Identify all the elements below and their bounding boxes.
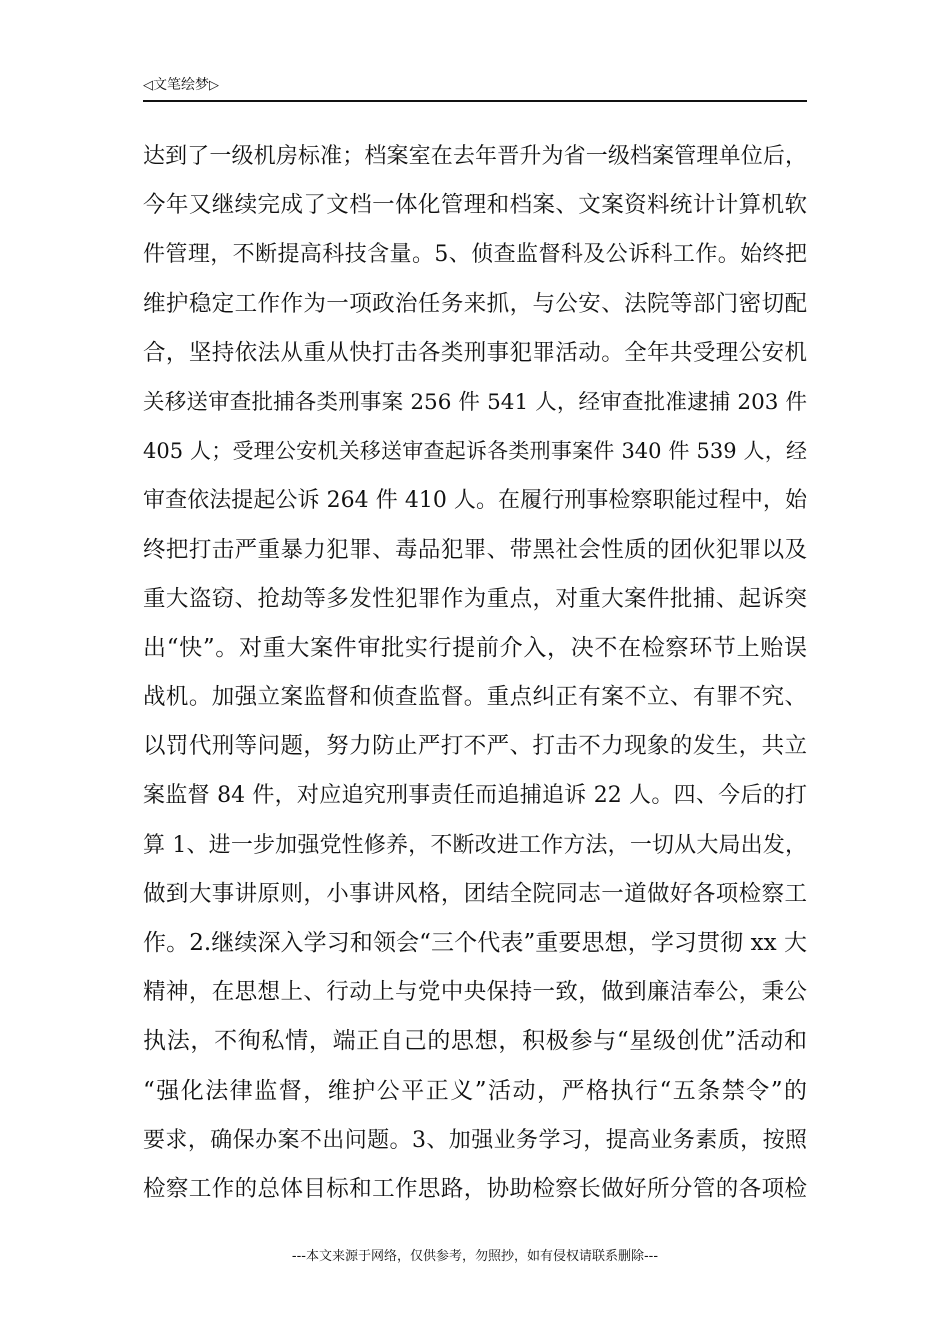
body-line: 今年又继续完成了文档一体化管理和档案、文案资料统计计算机软 — [143, 192, 807, 219]
body-line: 以罚代刑等问题，努力防止严打不严、打击不力现象的发生，共立 — [143, 733, 807, 760]
right-triangle-icon: ▷ — [209, 78, 219, 93]
body-line: 执法，不徇私情，端正自己的思想，积极参与“星级创优”活动和 — [143, 1028, 807, 1055]
body-line: 件管理，不断提高科技含量。5、侦查监督科及公诉科工作。始终把 — [143, 242, 807, 268]
body-line: 作。2.继续深入学习和领会“三个代表”重要思想，学习贯彻 xx 大 — [143, 930, 807, 956]
body-line: 审查依法提起公诉 264 件 410 人。在履行刑事检察职能过程中，始 — [143, 488, 807, 514]
body-line: 做到大事讲原则，小事讲风格，团结全院同志一道做好各项检察工 — [143, 880, 807, 907]
body-line: 精神，在思想上、行动上与党中央保持一致，做到廉洁奉公，秉公 — [143, 979, 807, 1006]
document-body — [143, 132, 807, 1214]
body-line: 算 1、进一步加强党性修养，不断改进工作方法，一切从大局出发， — [143, 832, 807, 858]
footer-disclaimer: ---本文来源于网络，仅供参考，勿照抄，如有侵权请联系删除--- — [291, 1249, 659, 1264]
body-line: 要求，确保办案不出问题。3、加强业务学习，提高业务素质，按照 — [143, 1127, 807, 1153]
body-line: 达到了一级机房标准；档案室在去年晋升为省一级档案管理单位后， — [143, 144, 807, 169]
body-line: 维护稳定工作作为一项政治任务来抓，与公安、法院等部门密切配 — [143, 290, 807, 317]
body-line: 405 人；受理公安机关移送审查起诉各类刑事案件 340 件 539 人，经 — [143, 439, 807, 464]
body-line: 案监督 84 件，对应追究刑事责任而追捕追诉 22 人。四、今后的打 — [143, 783, 807, 809]
body-line: 出“快”。对重大案件审批实行提前介入，决不在检察环节上贻误 — [143, 634, 807, 661]
page-header — [143, 74, 807, 102]
left-triangle-icon: ◁ — [143, 78, 153, 93]
body-line: 关移送审查批捕各类刑事案 256 件 541 人，经审查批准逮捕 203 件 — [143, 389, 807, 415]
body-line: 重大盗窃、抢劫等多发性犯罪作为重点，对重大案件批捕、起诉突 — [143, 585, 807, 612]
body-line: 战机。加强立案监督和侦查监督。重点纠正有案不立、有罪不究、 — [143, 684, 807, 711]
logo-text: 文笔绘梦 — [153, 77, 209, 93]
body-line: 终把打击严重暴力犯罪、毒品犯罪、带黑社会性质的团伙犯罪以及 — [143, 536, 807, 563]
body-line: “强化法律监督，维护公平正义”活动，严格执行“五条禁令”的 — [143, 1077, 807, 1104]
body-line: 合，坚持依法从重从快打击各类刑事犯罪活动。全年共受理公安机 — [143, 339, 807, 366]
header-logo — [143, 76, 219, 95]
body-line: 检察工作的总体目标和工作思路，协助检察长做好所分管的各项检 — [143, 1175, 807, 1202]
